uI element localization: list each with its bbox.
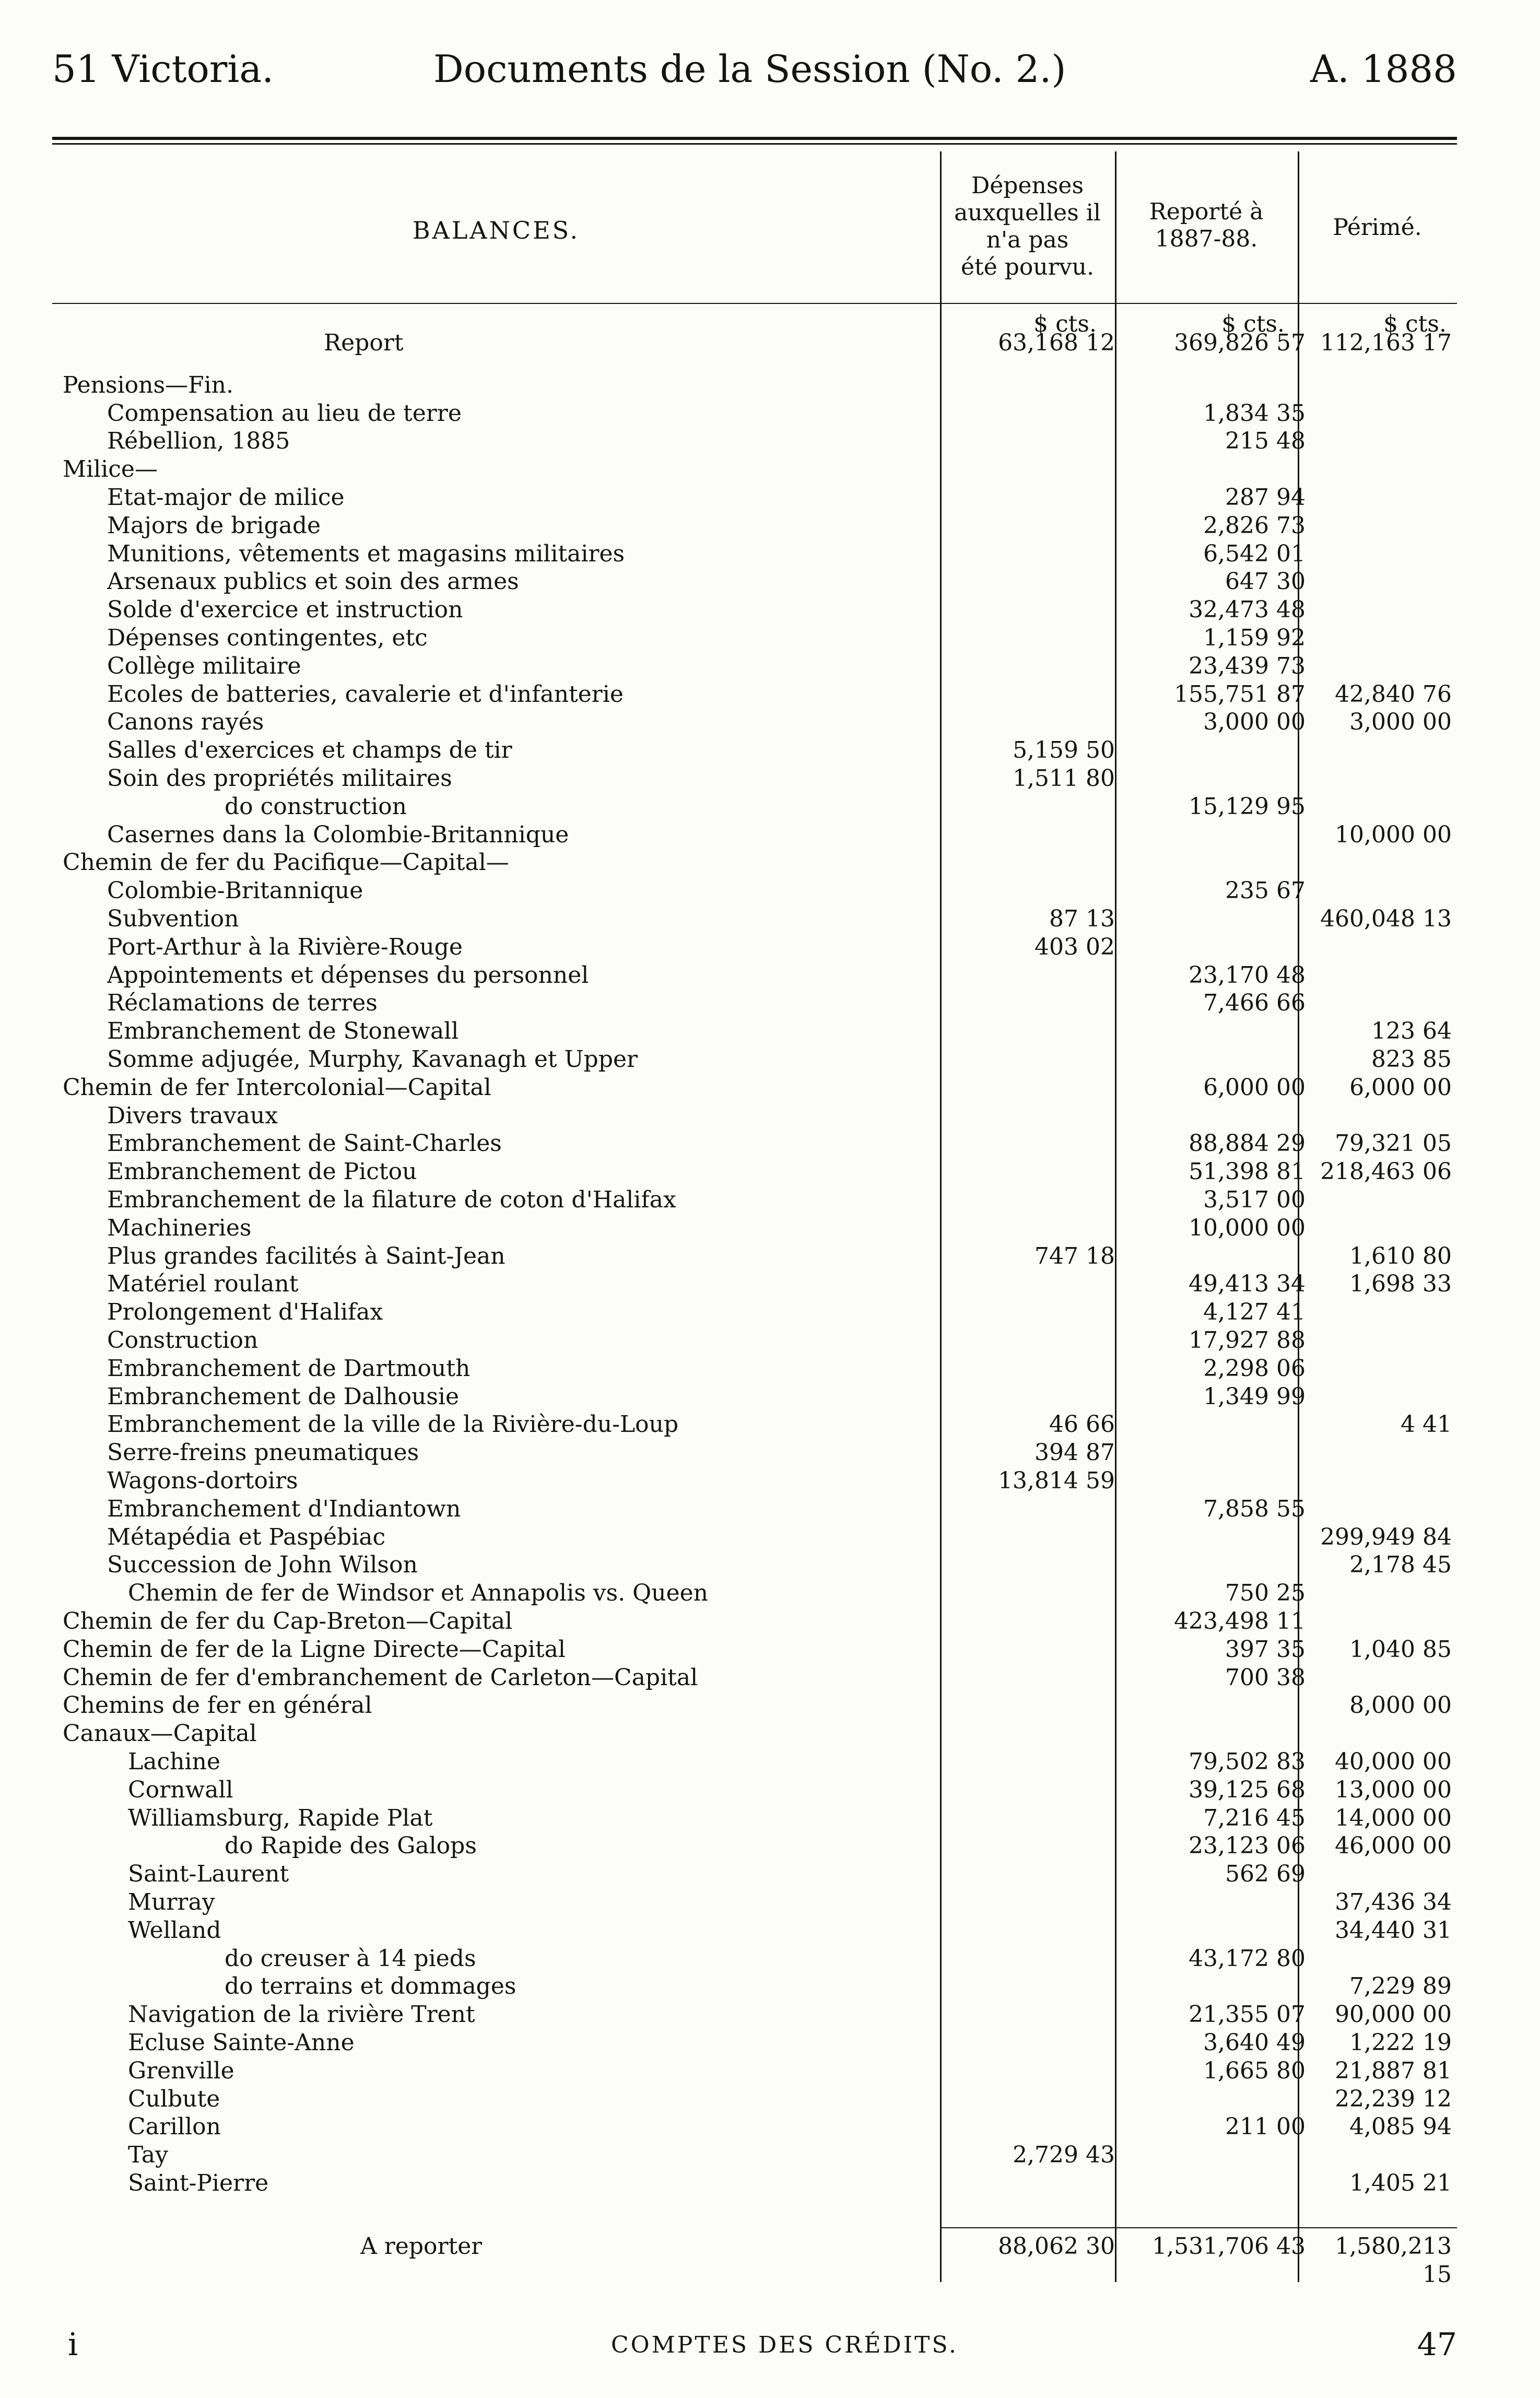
depenses-cell: 394 87	[1034, 1439, 1115, 1466]
table-row	[52, 1664, 1457, 1692]
row-label: Report	[324, 330, 404, 356]
perime-cell: 37,436 34	[1335, 1888, 1452, 1915]
perime-cell: 4,085 94	[1349, 2113, 1452, 2141]
reporte-cell: 17,927 88	[1189, 1326, 1306, 1354]
reporte-cell: 7,466 66	[1203, 990, 1306, 1017]
table-row	[52, 708, 1457, 736]
row-label: Appointements et dépenses du personnel	[107, 961, 589, 989]
table-row	[52, 961, 1457, 990]
reporte-cell: 2,826 73	[1203, 512, 1306, 539]
perime-cell: 3,000 00	[1349, 709, 1452, 736]
table-row	[52, 793, 1457, 821]
row-label: Culbute	[128, 2085, 220, 2112]
reporte-cell: 43,172 80	[1189, 1945, 1306, 1972]
row-label: Chemin de fer d'embranchement de Carleton—Capital	[63, 1664, 698, 1691]
row-label: Embranchement de Stonewall	[107, 1018, 459, 1045]
perime-cell: 10,000 00	[1335, 821, 1452, 848]
row-label: Grenville	[128, 2057, 234, 2084]
perime-cell: 22,239 12	[1335, 2085, 1452, 2112]
section-heading-row	[52, 455, 1457, 484]
table-row	[52, 1495, 1457, 1523]
table-row	[52, 1579, 1457, 1607]
header-volume: 51 Victoria.	[52, 47, 274, 91]
perime-cell: 823 85	[1371, 1045, 1452, 1073]
row-label: Chemin de fer du Cap-Breton—Capital	[63, 1607, 513, 1635]
reporte-cell: 369,826 57	[1174, 330, 1306, 356]
report-row	[52, 329, 1457, 357]
row-label: Réclamations de terres	[107, 990, 378, 1017]
footer-title: COMPTES DES CRÉDITS.	[611, 2332, 958, 2358]
row-label: Divers travaux	[107, 1102, 278, 1129]
reporte-cell: 2,298 06	[1203, 1355, 1306, 1382]
units-depenses: $ cts.	[1033, 311, 1097, 337]
table-row	[52, 2029, 1457, 2057]
perime-cell: 123 64	[1371, 1018, 1452, 1045]
units-perime: $ cts.	[1383, 311, 1447, 337]
running-header	[52, 47, 1457, 94]
perime-cell: 21,887 81	[1335, 2057, 1452, 2084]
table-row	[52, 1158, 1457, 1186]
section-heading-row	[52, 849, 1457, 877]
reporte-cell: 562 69	[1225, 1861, 1306, 1888]
reporte-cell: 4,127 41	[1203, 1299, 1306, 1326]
table-row	[52, 484, 1457, 512]
table-row	[52, 1832, 1457, 1860]
row-label: Machineries	[107, 1214, 252, 1241]
row-label: Ecoles de batteries, cavalerie et d'infanterie	[107, 680, 624, 708]
perime-cell: 1,610 80	[1349, 1242, 1452, 1269]
table-row	[52, 1888, 1457, 1917]
reporte-cell: 215 48	[1225, 428, 1306, 455]
table-row	[52, 1439, 1457, 1467]
reporte-cell: 287 94	[1225, 484, 1306, 511]
table-row	[52, 427, 1457, 455]
row-label: Canaux—Capital	[63, 1720, 257, 1747]
reporte-cell: 155,751 87	[1174, 680, 1306, 708]
row-label: Embranchement de Dartmouth	[107, 1355, 471, 1382]
table-row	[52, 877, 1457, 905]
table-row	[52, 1804, 1457, 1832]
table-row	[52, 568, 1457, 596]
total-perime: 1,580,213 15	[1335, 2233, 1452, 2288]
reporte-cell: 32,473 48	[1189, 596, 1306, 624]
perime-cell: 79,321 05	[1335, 1130, 1452, 1157]
row-label: Navigation de la rivière Trent	[128, 2001, 475, 2028]
table-row	[52, 1467, 1457, 1495]
row-label: Welland	[128, 1917, 221, 1944]
row-label: Chemin de fer de la Ligne Directe—Capital	[63, 1636, 566, 1663]
reporte-cell: 39,125 68	[1189, 1776, 1306, 1803]
perime-cell: 112,163 17	[1320, 330, 1452, 356]
total-label: A reporter	[360, 2233, 483, 2260]
row-label: Embranchement de la ville de la Rivière-du-Loup	[107, 1411, 679, 1438]
table-row	[52, 1045, 1457, 1074]
table-row	[52, 1860, 1457, 1888]
reporte-cell: 6,542 01	[1203, 540, 1306, 567]
row-label: Salles d'exercices et champs de tir	[107, 737, 512, 764]
perime-cell: 1,040 85	[1349, 1636, 1452, 1663]
table-row	[52, 1298, 1457, 1326]
row-label: Embranchement de Pictou	[107, 1158, 417, 1185]
table-row	[52, 1410, 1457, 1439]
table-row	[52, 1691, 1457, 1720]
depenses-cell: 13,814 59	[998, 1467, 1115, 1494]
col-depenses-header: Dépenses auxquelles il n'a pas été pourvu.	[954, 172, 1101, 280]
row-label: Collège militaire	[107, 652, 301, 679]
perime-cell: 8,000 00	[1349, 1692, 1452, 1719]
col-balances-header: BALANCES.	[412, 216, 580, 244]
reporte-cell: 88,884 29	[1189, 1130, 1306, 1157]
table-row	[52, 1523, 1457, 1551]
reporte-cell: 1,665 80	[1203, 2057, 1306, 2084]
table-row	[52, 765, 1457, 793]
row-label: Chemin de fer de Windsor et Annapolis vs. Queen	[128, 1580, 708, 1607]
table-row	[52, 1945, 1457, 1973]
perime-cell: 90,000 00	[1335, 2001, 1452, 2028]
row-label: Somme adjugée, Murphy, Kavanagh et Upper	[107, 1045, 638, 1073]
row-label: Munitions, vêtements et magasins militaires	[107, 540, 625, 567]
section-heading-row	[52, 1102, 1457, 1130]
depenses-cell: 63,168 12	[998, 330, 1115, 356]
reporte-cell: 700 38	[1225, 1664, 1306, 1691]
table-row	[52, 1214, 1457, 1242]
depenses-cell: 1,511 80	[1013, 765, 1115, 792]
row-label: Succession de John Wilson	[107, 1551, 418, 1579]
row-label: Dépenses contingentes, etc	[107, 624, 428, 651]
table-row	[52, 1972, 1457, 2001]
perime-cell: 4 41	[1401, 1411, 1452, 1438]
table-row	[52, 596, 1457, 624]
reporte-cell: 6,000 00	[1203, 1074, 1306, 1101]
row-label: Construction	[107, 1326, 258, 1354]
row-label: Etat-major de milice	[107, 484, 345, 511]
perime-cell: 6,000 00	[1349, 1074, 1452, 1101]
perime-cell: 1,698 33	[1349, 1271, 1452, 1298]
row-label: Williamsburg, Rapide Plat	[128, 1804, 433, 1831]
reporte-cell: 23,123 06	[1189, 1832, 1306, 1860]
perime-cell: 218,463 06	[1320, 1158, 1452, 1185]
reporte-cell: 1,349 99	[1203, 1383, 1306, 1410]
table-row	[52, 1383, 1457, 1411]
table-row	[52, 1917, 1457, 1945]
total-row	[52, 2232, 1457, 2288]
table-row	[52, 905, 1457, 933]
depenses-cell: 87 13	[1049, 905, 1115, 932]
reporte-cell: 7,216 45	[1203, 1804, 1306, 1831]
row-label: Port-Arthur à la Rivière-Rouge	[107, 933, 463, 960]
table-row	[52, 1242, 1457, 1271]
table-row	[52, 1074, 1457, 1102]
perime-cell: 1,222 19	[1349, 2029, 1452, 2056]
balances-table	[52, 151, 1457, 2288]
depenses-cell: 5,159 50	[1013, 737, 1115, 764]
perime-cell: 1,405 21	[1349, 2169, 1452, 2196]
row-label: Arsenaux publics et soin des armes	[107, 568, 519, 595]
header-title: Documents de la Session (No. 2.)	[433, 47, 1066, 91]
table-row	[52, 2141, 1457, 2169]
row-label: Embranchement de Dalhousie	[107, 1383, 460, 1410]
row-label: Chemin de fer Intercolonial—Capital	[63, 1074, 491, 1101]
reporte-cell: 3,000 00	[1203, 709, 1306, 736]
reporte-cell: 49,413 34	[1189, 1271, 1306, 1298]
row-label: Saint-Laurent	[128, 1861, 289, 1888]
depenses-cell: 2,729 43	[1013, 2142, 1115, 2169]
reporte-cell: 211 00	[1225, 2113, 1306, 2141]
row-label: Pensions—Fin.	[63, 371, 233, 398]
table-row	[52, 399, 1457, 428]
section-heading-row	[52, 1720, 1457, 1748]
row-label: Plus grandes facilités à Saint-Jean	[107, 1242, 506, 1269]
reporte-cell: 10,000 00	[1189, 1214, 1306, 1241]
table-row	[52, 652, 1457, 680]
row-label: Murray	[128, 1888, 215, 1915]
table-row	[52, 1607, 1457, 1636]
table-row	[52, 933, 1457, 961]
row-label: Embranchement de la filature de coton d'Halifax	[107, 1186, 676, 1213]
row-label: Serre-freins pneumatiques	[107, 1439, 419, 1466]
table-row	[52, 1355, 1457, 1383]
perime-cell: 13,000 00	[1335, 1776, 1452, 1803]
row-label: Ecluse Sainte-Anne	[128, 2029, 355, 2056]
reporte-cell: 7,858 55	[1203, 1495, 1306, 1522]
row-label: Canons rayés	[107, 709, 264, 736]
depenses-cell: 747 18	[1034, 1242, 1115, 1269]
table-row	[52, 2057, 1457, 2085]
row-label: Métapédia et Paspébiac	[107, 1523, 386, 1550]
row-label: Carillon	[128, 2113, 221, 2141]
table-row	[52, 736, 1457, 765]
table-row	[52, 1551, 1457, 1579]
units-reporte: $ cts.	[1221, 311, 1285, 337]
total-reporte: 1,531,706 43	[1152, 2233, 1306, 2260]
page-number: 47	[1417, 2326, 1457, 2363]
perime-cell: 34,440 31	[1335, 1917, 1452, 1944]
table-row	[52, 624, 1457, 652]
reporte-cell: 15,129 95	[1189, 793, 1306, 820]
row-label: do terrains et dommages	[225, 1973, 516, 2000]
perime-cell: 460,048 13	[1320, 905, 1452, 932]
table-row	[52, 1270, 1457, 1298]
reporte-cell: 23,439 73	[1189, 652, 1306, 679]
header-year: A. 1888	[1310, 47, 1457, 91]
perime-cell: 7,229 89	[1349, 1973, 1452, 2000]
row-label: Chemin de fer du Pacifique—Capital—	[63, 849, 509, 876]
table-row	[52, 2113, 1457, 2141]
perime-cell: 299,949 84	[1320, 1523, 1452, 1550]
table-row	[52, 1326, 1457, 1355]
reporte-cell: 397 35	[1225, 1636, 1306, 1663]
reporte-cell: 423,498 11	[1174, 1607, 1306, 1635]
row-label: Solde d'exercice et instruction	[107, 596, 463, 624]
row-label: do creuser à 14 pieds	[225, 1945, 476, 1972]
table-row	[52, 1130, 1457, 1158]
row-label: Soin des propriétés militaires	[107, 765, 452, 792]
reporte-cell: 750 25	[1225, 1580, 1306, 1607]
table-row	[52, 1186, 1457, 1214]
perime-cell: 46,000 00	[1335, 1832, 1452, 1860]
table-row	[52, 680, 1457, 709]
header-rule-line	[52, 303, 1457, 304]
reporte-cell: 3,640 49	[1203, 2029, 1306, 2056]
row-label: Subvention	[107, 905, 239, 932]
row-label: Saint-Pierre	[128, 2169, 269, 2196]
reporte-cell: 647 30	[1225, 568, 1306, 595]
row-label: Colombie-Britannique	[107, 877, 363, 904]
perime-cell: 42,840 76	[1335, 680, 1452, 708]
row-label: Matériel roulant	[107, 1271, 299, 1298]
row-label: Compensation au lieu de terre	[107, 399, 462, 427]
footer-signature: i	[68, 2326, 78, 2363]
col-perime-header: Périmé.	[1333, 214, 1422, 241]
row-label: Cornwall	[128, 1776, 233, 1803]
row-label: do Rapide des Galops	[225, 1832, 477, 1860]
row-label: do construction	[225, 793, 407, 820]
table-row	[52, 821, 1457, 849]
col-reporte-header: Reporté à 1887-88.	[1149, 198, 1264, 252]
reporte-cell: 21,355 07	[1189, 2001, 1306, 2028]
total-rule	[940, 2227, 1457, 2228]
row-label: Tay	[128, 2142, 169, 2169]
reporte-cell: 23,170 48	[1189, 961, 1306, 989]
table-row	[52, 1017, 1457, 1045]
table-row	[52, 1748, 1457, 1776]
row-label: Prolongement d'Halifax	[107, 1299, 383, 1326]
reporte-cell: 79,502 83	[1189, 1748, 1306, 1775]
table-row	[52, 2169, 1457, 2197]
row-label: Milice—	[63, 456, 158, 483]
reporte-cell: 3,517 00	[1203, 1186, 1306, 1213]
table-row	[52, 1636, 1457, 1664]
perime-cell: 14,000 00	[1335, 1804, 1452, 1831]
row-label: Lachine	[128, 1748, 220, 1775]
table-row	[52, 1776, 1457, 1804]
depenses-cell: 403 02	[1034, 933, 1115, 960]
row-label: Embranchement de Saint-Charles	[107, 1130, 502, 1157]
reporte-cell: 235 67	[1225, 877, 1306, 904]
perime-cell: 2,178 45	[1349, 1551, 1452, 1579]
reporte-cell: 1,834 35	[1203, 399, 1306, 427]
reporte-cell: 1,159 92	[1203, 624, 1306, 651]
table-row	[52, 2085, 1457, 2113]
row-label: Wagons-dortoirs	[107, 1467, 298, 1494]
header-rule	[52, 137, 1457, 145]
depenses-cell: 46 66	[1049, 1411, 1115, 1438]
table-row	[52, 512, 1457, 540]
row-label: Chemins de fer en général	[63, 1692, 372, 1719]
reporte-cell: 51,398 81	[1189, 1158, 1306, 1185]
row-label: Embranchement d'Indiantown	[107, 1495, 461, 1522]
table-row	[52, 2001, 1457, 2029]
total-depenses: 88,062 30	[998, 2233, 1115, 2260]
section-heading-row	[52, 371, 1457, 399]
row-label: Majors de brigade	[107, 512, 321, 539]
perime-cell: 40,000 00	[1335, 1748, 1452, 1775]
row-label: Casernes dans la Colombie-Britannique	[107, 821, 569, 848]
row-label: Rébellion, 1885	[107, 428, 290, 455]
table-row	[52, 540, 1457, 568]
table-row	[52, 989, 1457, 1017]
